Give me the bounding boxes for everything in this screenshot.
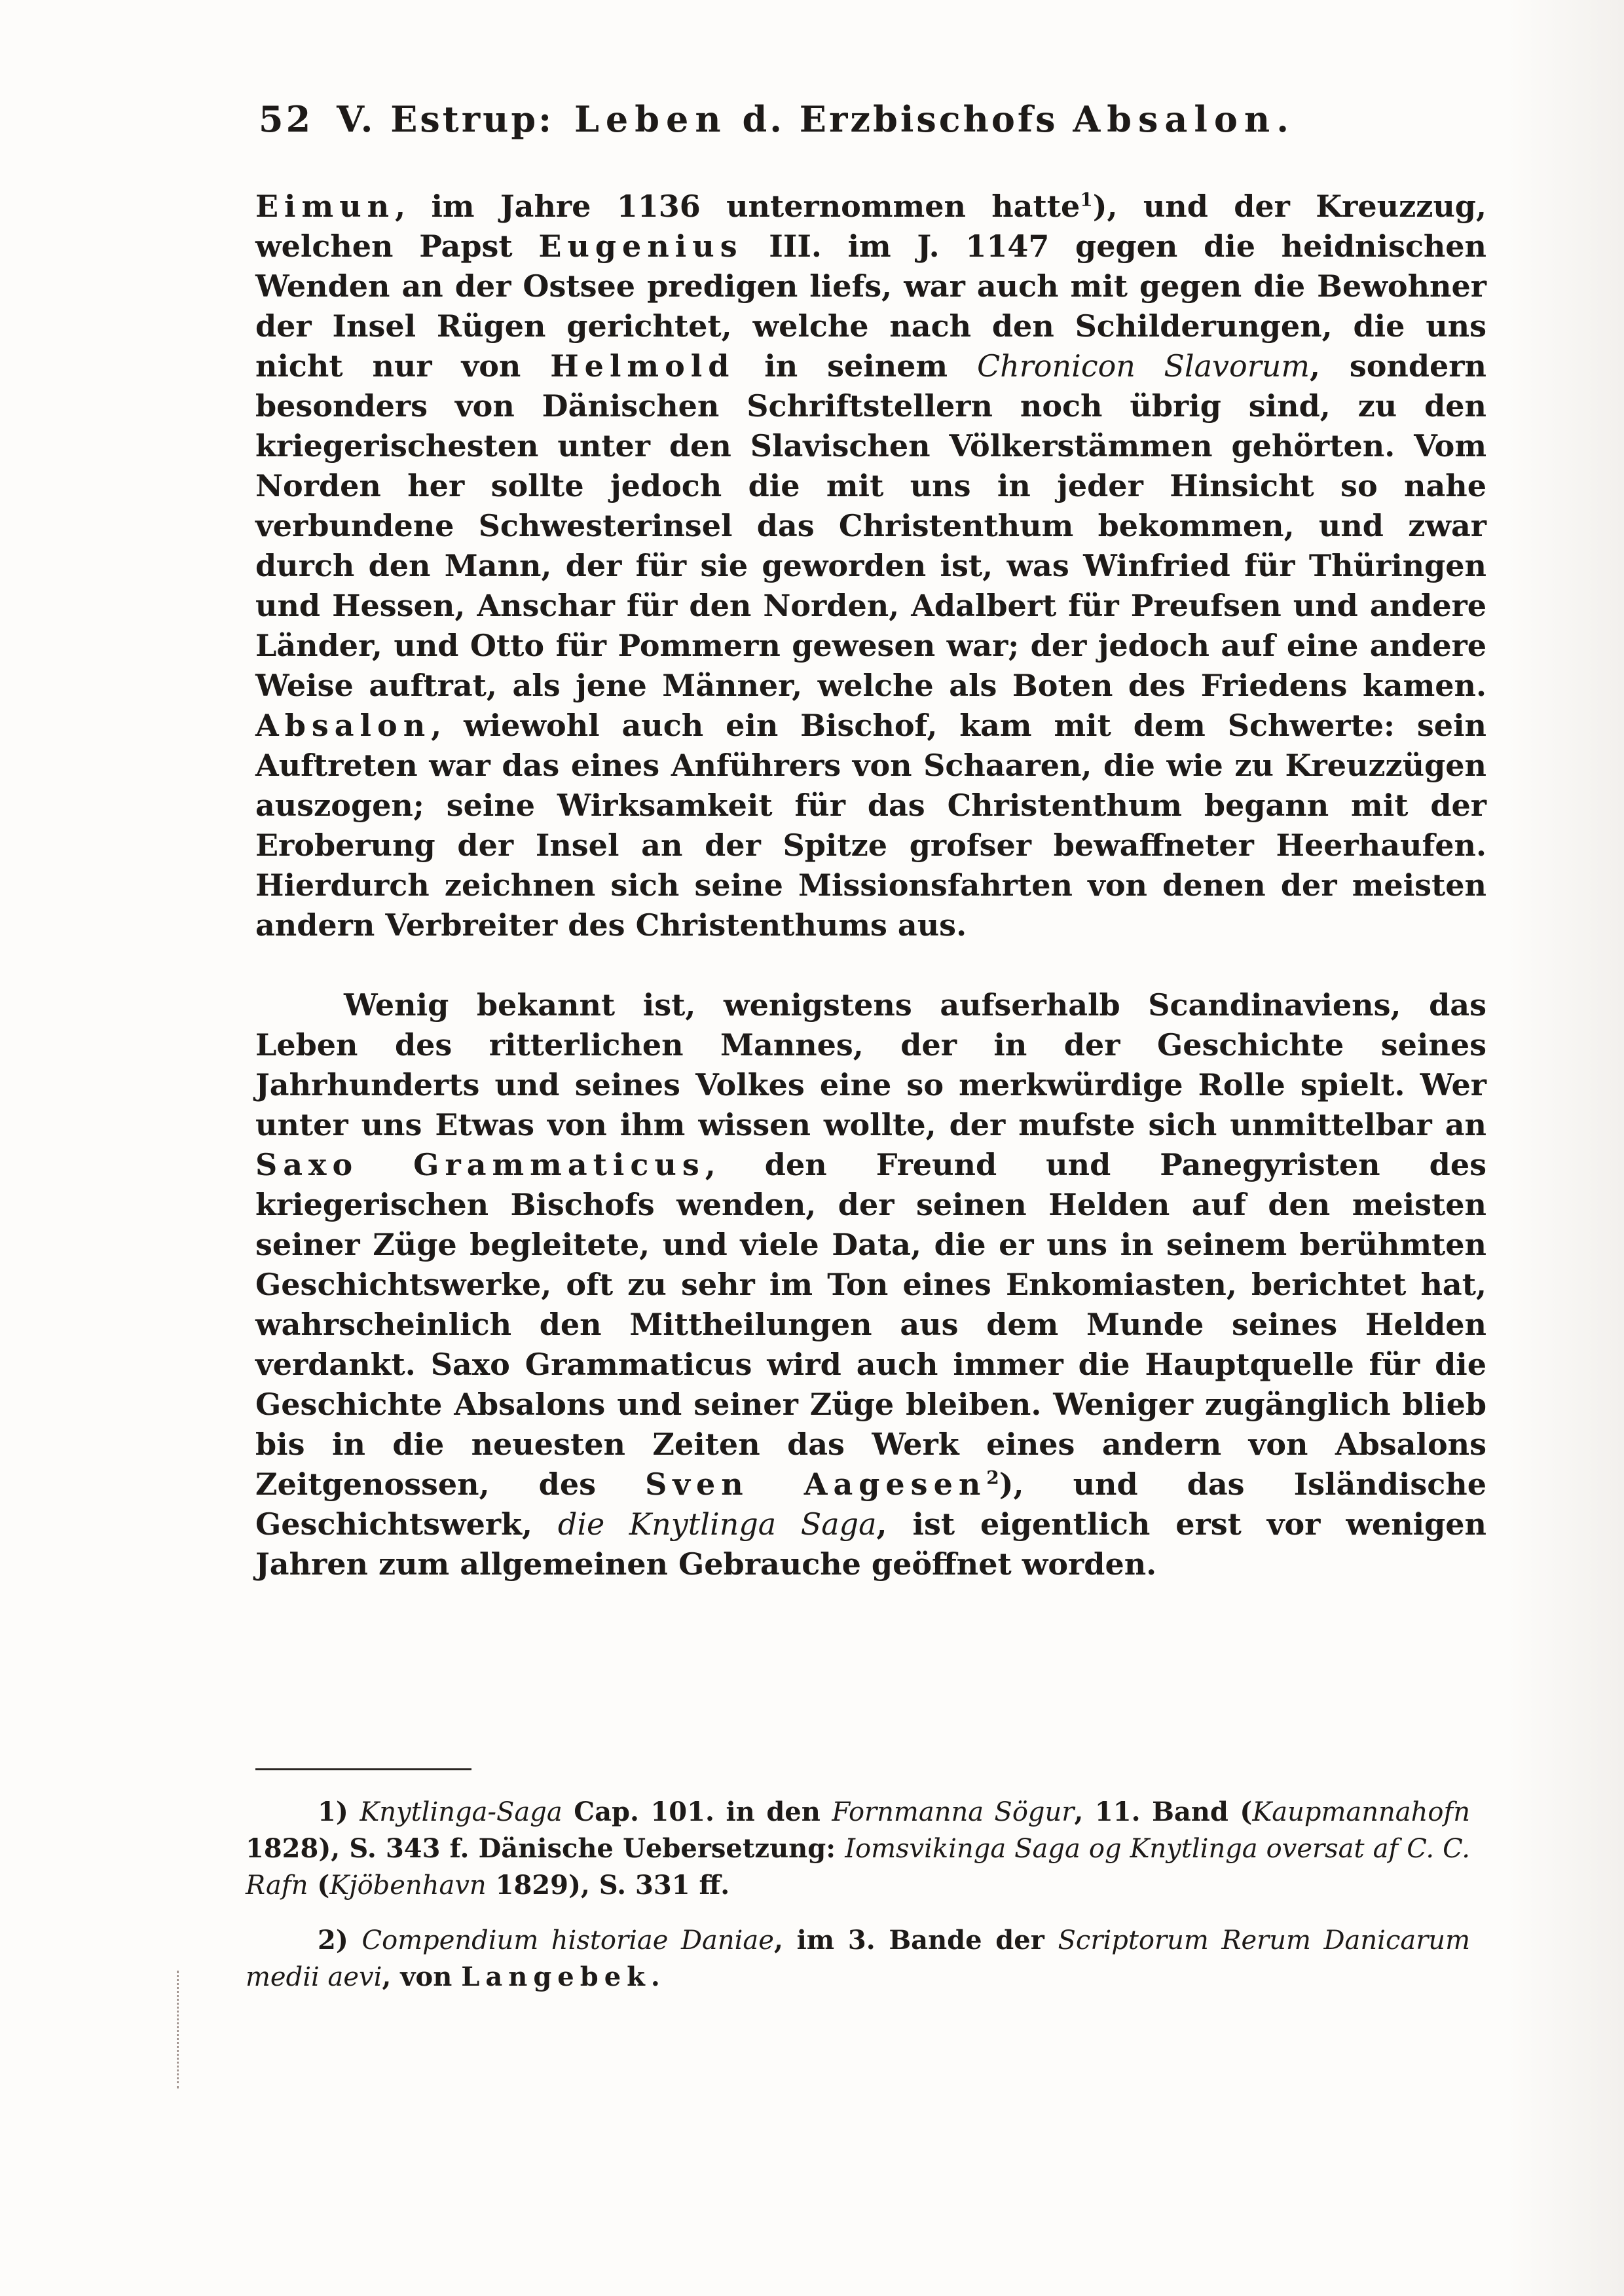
footnote-1-text: Cap. 101. in den [562,1796,832,1827]
footnotes [246,1794,1470,1995]
footnote-2-text: , im 3. Bande der [773,1925,1058,1956]
name-langebek: Langebek [461,1961,651,1992]
name-eugenius: Eugenius [538,228,743,264]
paragraph-1 [255,187,1486,945]
name-eimun: Eimun [255,189,396,224]
footnote-1-number: 1) [318,1796,360,1827]
footnote-2-text: , von [382,1961,462,1992]
title-knytlinga-saga: die Knytlinga Saga [557,1506,877,1542]
footnote-2-title: Scriptorum Rerum Danicarum medii aevi [246,1925,1470,1992]
paragraph-2 [255,985,1486,1584]
paragraph-1-text: in seinem [735,348,977,384]
footnote-1-text: 1829), S. 331 ff. [486,1870,730,1901]
page-edge-mark [177,1971,184,2088]
footnote-1-text: 1828), S. 343 f. Dänische Uebersetzung: [246,1833,845,1864]
footnote-ref-1: 1 [1080,189,1093,211]
paragraph-1-text: , sondern besonders von Dänischen Schriftstellern noch übrig sind, zu den kriegerischesten unter den Slavischen Völkerstämmen gehörten. Vom Norden her sollte jedoch die mit uns in jeder Hinsicht so nahe verbundene Schwesterinsel das Christenthum bekommen, und zwar durch den Mann, der für sie geworden ist, was Winfried für Thüringen und Hessen, Anschar für den Norden, Adalbert für Preufsen und andere Länder, und Otto für Pommern gewesen war; der jedoch auf eine andere Weise auftrat, als jene Männer, welche als Boten des Friedens kamen. [255,348,1486,703]
header-title-word: Leben [574,98,728,140]
running-header [259,98,1490,140]
footnote-2-number: 2) [318,1925,362,1956]
name-absalon: Absalon [255,708,432,743]
footnote-1-title: Iomsvikinga Saga og Knytlinga oversat af C. C. Rafn [246,1834,1470,1901]
footnote-ref-2: 2 [986,1467,999,1489]
page-edge-shadow [1506,0,1624,2296]
footnote-1-text: ( [308,1870,330,1901]
header-title-last: Absalon. [1073,98,1295,140]
name-saxo-grammaticus: Saxo Grammaticus [255,1147,705,1182]
header-title-rest: d. Erzbischofs [742,98,1058,140]
footnote-2 [246,1922,1470,1995]
paragraph-2-text: , den Freund und Panegyristen des kriegerischen Bischofs wenden, der seinen Helden auf den meisten seiner Züge begleitete, und viele Data, die er uns in seinem berühmten Geschichtswerke, oft zu sehr im Ton eines Enkomiasten, berichtet hat, wahrscheinlich den Mittheilungen aus dem Munde seines Helden verdankt. Saxo Grammaticus wird auch immer die Hauptquelle für die Geschichte Absalons und seiner Züge bleiben. Weniger zugänglich blieb bis in die neuesten Zeiten das Werk eines andern von Absalons Zeitgenossen, des [255,1147,1486,1502]
page-number: 52 [259,98,314,140]
paragraph-1-text: , im Jahre 1136 unternommen hatte [395,189,1080,224]
paragraph-2-text: Wenig bekannt ist, wenigstens aufserhalb Scandinaviens, das Leben des ritterlichen Mannes, der in der Geschichte seines Jahrhunderts und seines Volkes eine so merkwürdige Rolle spielt. Wer unter uns Etwas von ihm wissen wollte, der mufste sich unmittelbar an [255,987,1486,1142]
paragraph-1-text: III. im J. 1147 gegen die heidnischen Wenden an der Ostsee predigen liefs, war auch mit gegen die Bewohner der Insel Rügen gerichtet, welche nach den Schilderungen, die uns nicht nur von [255,228,1486,384]
footnote-2-text: . [650,1961,660,1992]
body-text [255,187,1486,1584]
name-sven-aagesen: Sven Aagesen [645,1467,987,1502]
paragraph-1-text: , wiewohl auch ein Bischof, kam mit dem Schwerte: sein Auftreten war das eines Anführers von Schaaren, die wie zu Kreuzzügen auszogen; seine Wirksamkeit für das Christenthum begann mit der Eroberung der Insel an der Spitze grofser bewaffneter Heerhaufen. Hierdurch zeichnen sich seine Missionsfahrten von denen der meisten andern Verbreiter des Christenthums aus. [255,708,1486,943]
paragraph-2-text: , ist eigentlich erst vor wenigen Jahren zum allgemeinen Gebrauche geöffnet worden. [255,1506,1486,1582]
paragraph-1-text: ), und der Kreuzzug, welchen Papst [255,189,1486,264]
footnote-1-text: , 11. Band ( [1074,1796,1253,1827]
footnote-rule [255,1768,471,1770]
footnote-2-title: Compendium historiae Daniae [361,1925,774,1956]
title-chronicon-slavorum: Chronicon Slavorum [976,348,1310,384]
paragraph-2-text: ), und das Isländische Geschichtswerk, [255,1467,1486,1542]
footnote-1 [246,1794,1470,1904]
footnote-1-title: Knytlinga-Saga [360,1797,563,1827]
footnote-1-place: Kjöbenhavn [329,1870,487,1901]
footnote-1-place: Kaupmannahofn [1252,1797,1470,1827]
name-helmold: Helmold [550,348,735,384]
footnote-1-title: Fornmanna Sögur [832,1797,1075,1827]
header-author: V. Estrup: [337,98,555,140]
